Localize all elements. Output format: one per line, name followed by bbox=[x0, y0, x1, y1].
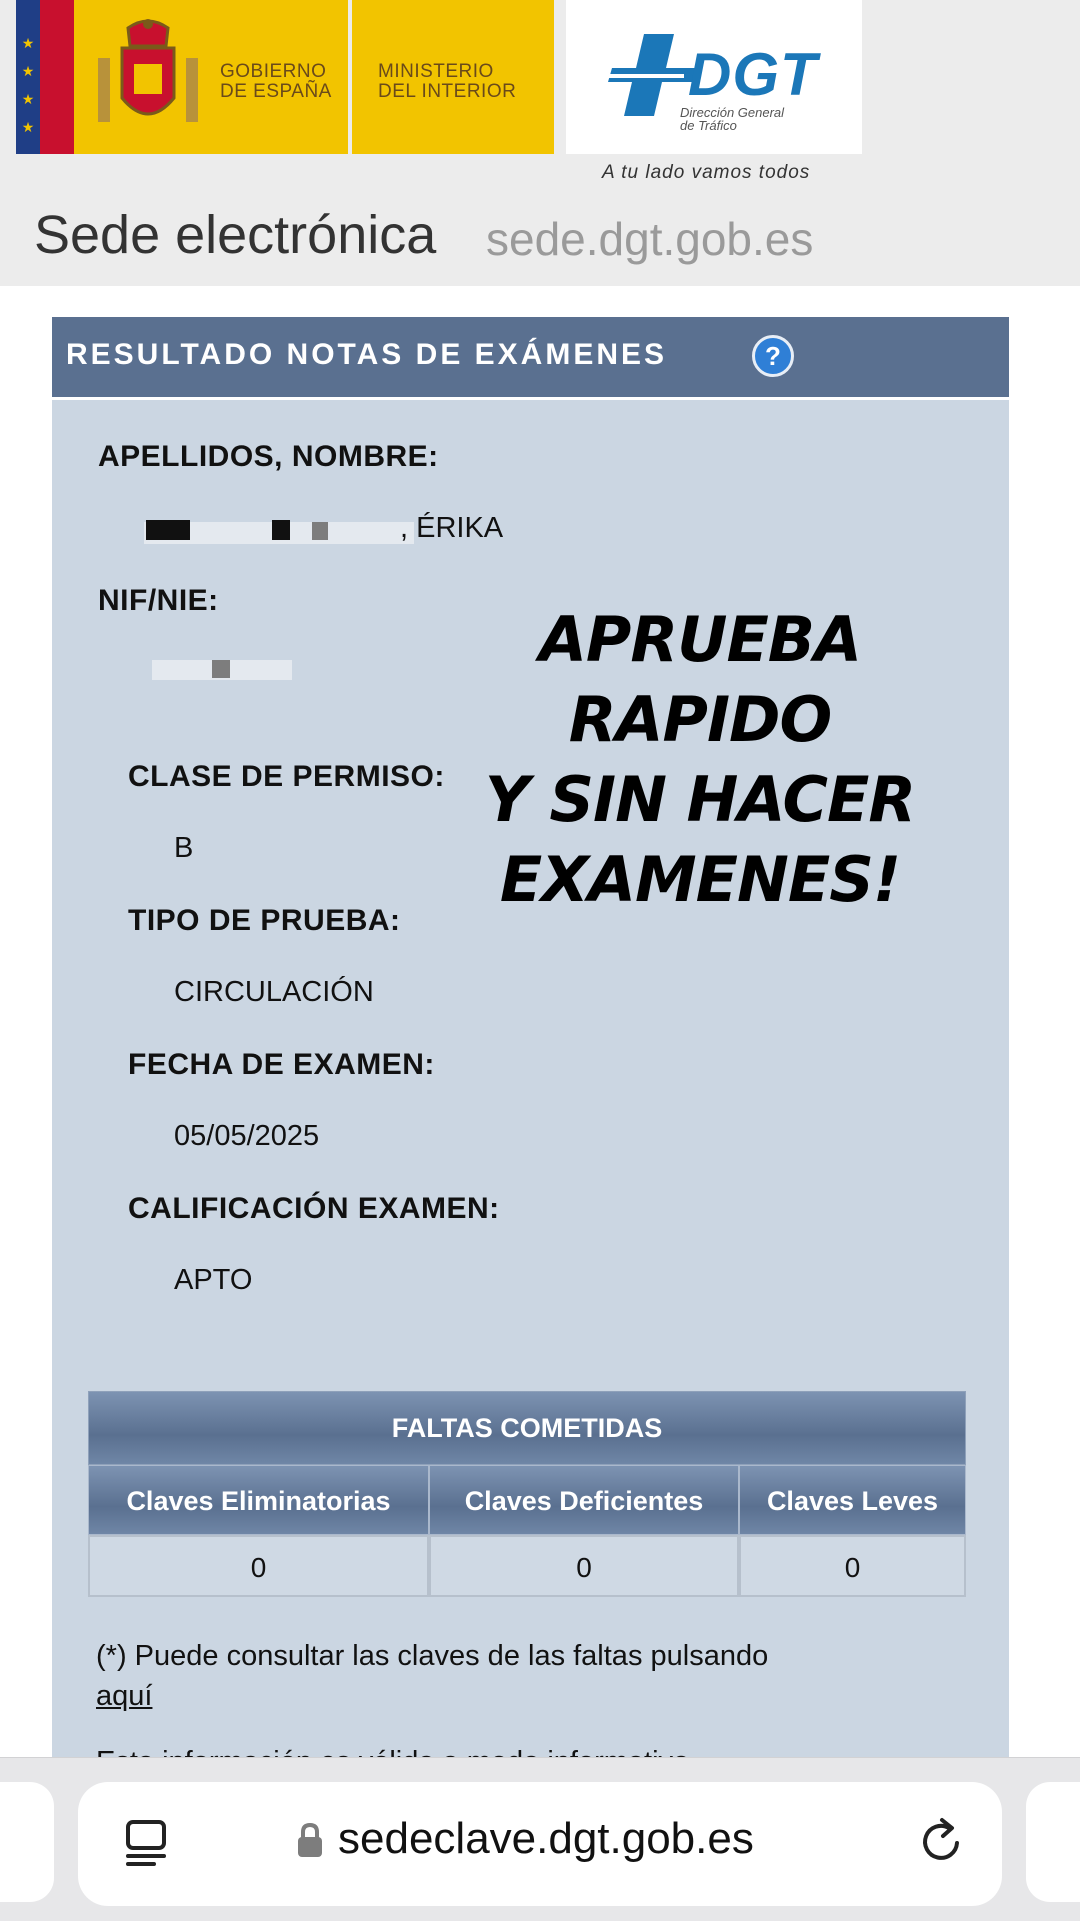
column-header: Claves Deficientes bbox=[429, 1465, 739, 1535]
table-cell: 0 bbox=[429, 1535, 739, 1597]
fecha-label: FECHA DE EXAMEN: bbox=[128, 1048, 435, 1081]
overlay-line: Y SIN HACER bbox=[484, 763, 916, 836]
sede-title: Sede electrónica bbox=[34, 205, 437, 265]
table-cell: 0 bbox=[739, 1535, 966, 1597]
redaction-mark bbox=[272, 520, 290, 540]
spain-flag-stripe bbox=[40, 0, 74, 154]
calificacion-label: CALIFICACIÓN EXAMEN: bbox=[128, 1192, 500, 1225]
redaction-mark bbox=[312, 522, 328, 540]
table-row bbox=[88, 1535, 966, 1597]
nif-label: NIF/NIE: bbox=[98, 584, 219, 617]
clase-label: CLASE DE PERMISO: bbox=[128, 760, 445, 793]
reload-icon[interactable] bbox=[916, 1816, 966, 1866]
dgt-logo-text: DGT bbox=[688, 41, 818, 108]
column-header: Claves Eliminatorias bbox=[88, 1465, 429, 1535]
url-text[interactable]: sedeclave.dgt.gob.es bbox=[338, 1814, 754, 1863]
tipo-label: TIPO DE PRUEBA: bbox=[128, 904, 401, 937]
redaction-mark bbox=[212, 660, 230, 678]
overlay-line: APRUEBA RAPIDO bbox=[538, 603, 862, 756]
tipo-value: CIRCULACIÓN bbox=[174, 976, 374, 1008]
ministerio-name: MINISTERIO DEL INTERIOR bbox=[378, 61, 517, 102]
promo-overlay-text bbox=[400, 600, 1000, 920]
overlay-line: EXAMENES! bbox=[499, 843, 901, 916]
lock-icon bbox=[296, 1822, 324, 1858]
column-header: Claves Leves bbox=[739, 1465, 966, 1535]
clase-value: B bbox=[174, 832, 194, 864]
calificacion-value: APTO bbox=[174, 1264, 253, 1296]
footnote-text: (*) Puede consultar las claves de las faltas pulsando bbox=[96, 1640, 769, 1672]
fecha-value: 05/05/2025 bbox=[174, 1120, 320, 1152]
tabs-icon[interactable] bbox=[124, 1818, 168, 1868]
gobierno-name: GOBIERNO DE ESPAÑA bbox=[220, 61, 332, 102]
nombre-label: APELLIDOS, NOMBRE: bbox=[98, 440, 439, 473]
sede-url[interactable]: sede.dgt.gob.es bbox=[486, 213, 814, 265]
dgt-slogan: A tu lado vamos todos bbox=[602, 162, 811, 183]
dgt-subtitle: Dirección General de Tráfico bbox=[680, 105, 785, 133]
next-tab-edge[interactable] bbox=[1026, 1782, 1080, 1902]
page-title: RESULTADO NOTAS DE EXÁMENES bbox=[66, 338, 668, 371]
coat-of-arms-icon bbox=[92, 18, 204, 136]
faltas-footnote bbox=[96, 1636, 976, 1716]
eu-stars-icon: ★ ★ ★ ★ bbox=[21, 36, 35, 136]
faltas-table-title: FALTAS COMETIDAS bbox=[88, 1391, 966, 1465]
banner-divider bbox=[348, 0, 352, 154]
redaction-mark bbox=[146, 520, 190, 540]
previous-tab-edge[interactable] bbox=[0, 1782, 54, 1902]
table-cell: 0 bbox=[88, 1535, 429, 1597]
help-icon[interactable]: ? bbox=[752, 335, 794, 377]
faltas-table bbox=[88, 1391, 966, 1597]
claves-link[interactable]: aquí bbox=[96, 1680, 153, 1712]
nombre-value: , ÉRIKA bbox=[400, 512, 504, 544]
